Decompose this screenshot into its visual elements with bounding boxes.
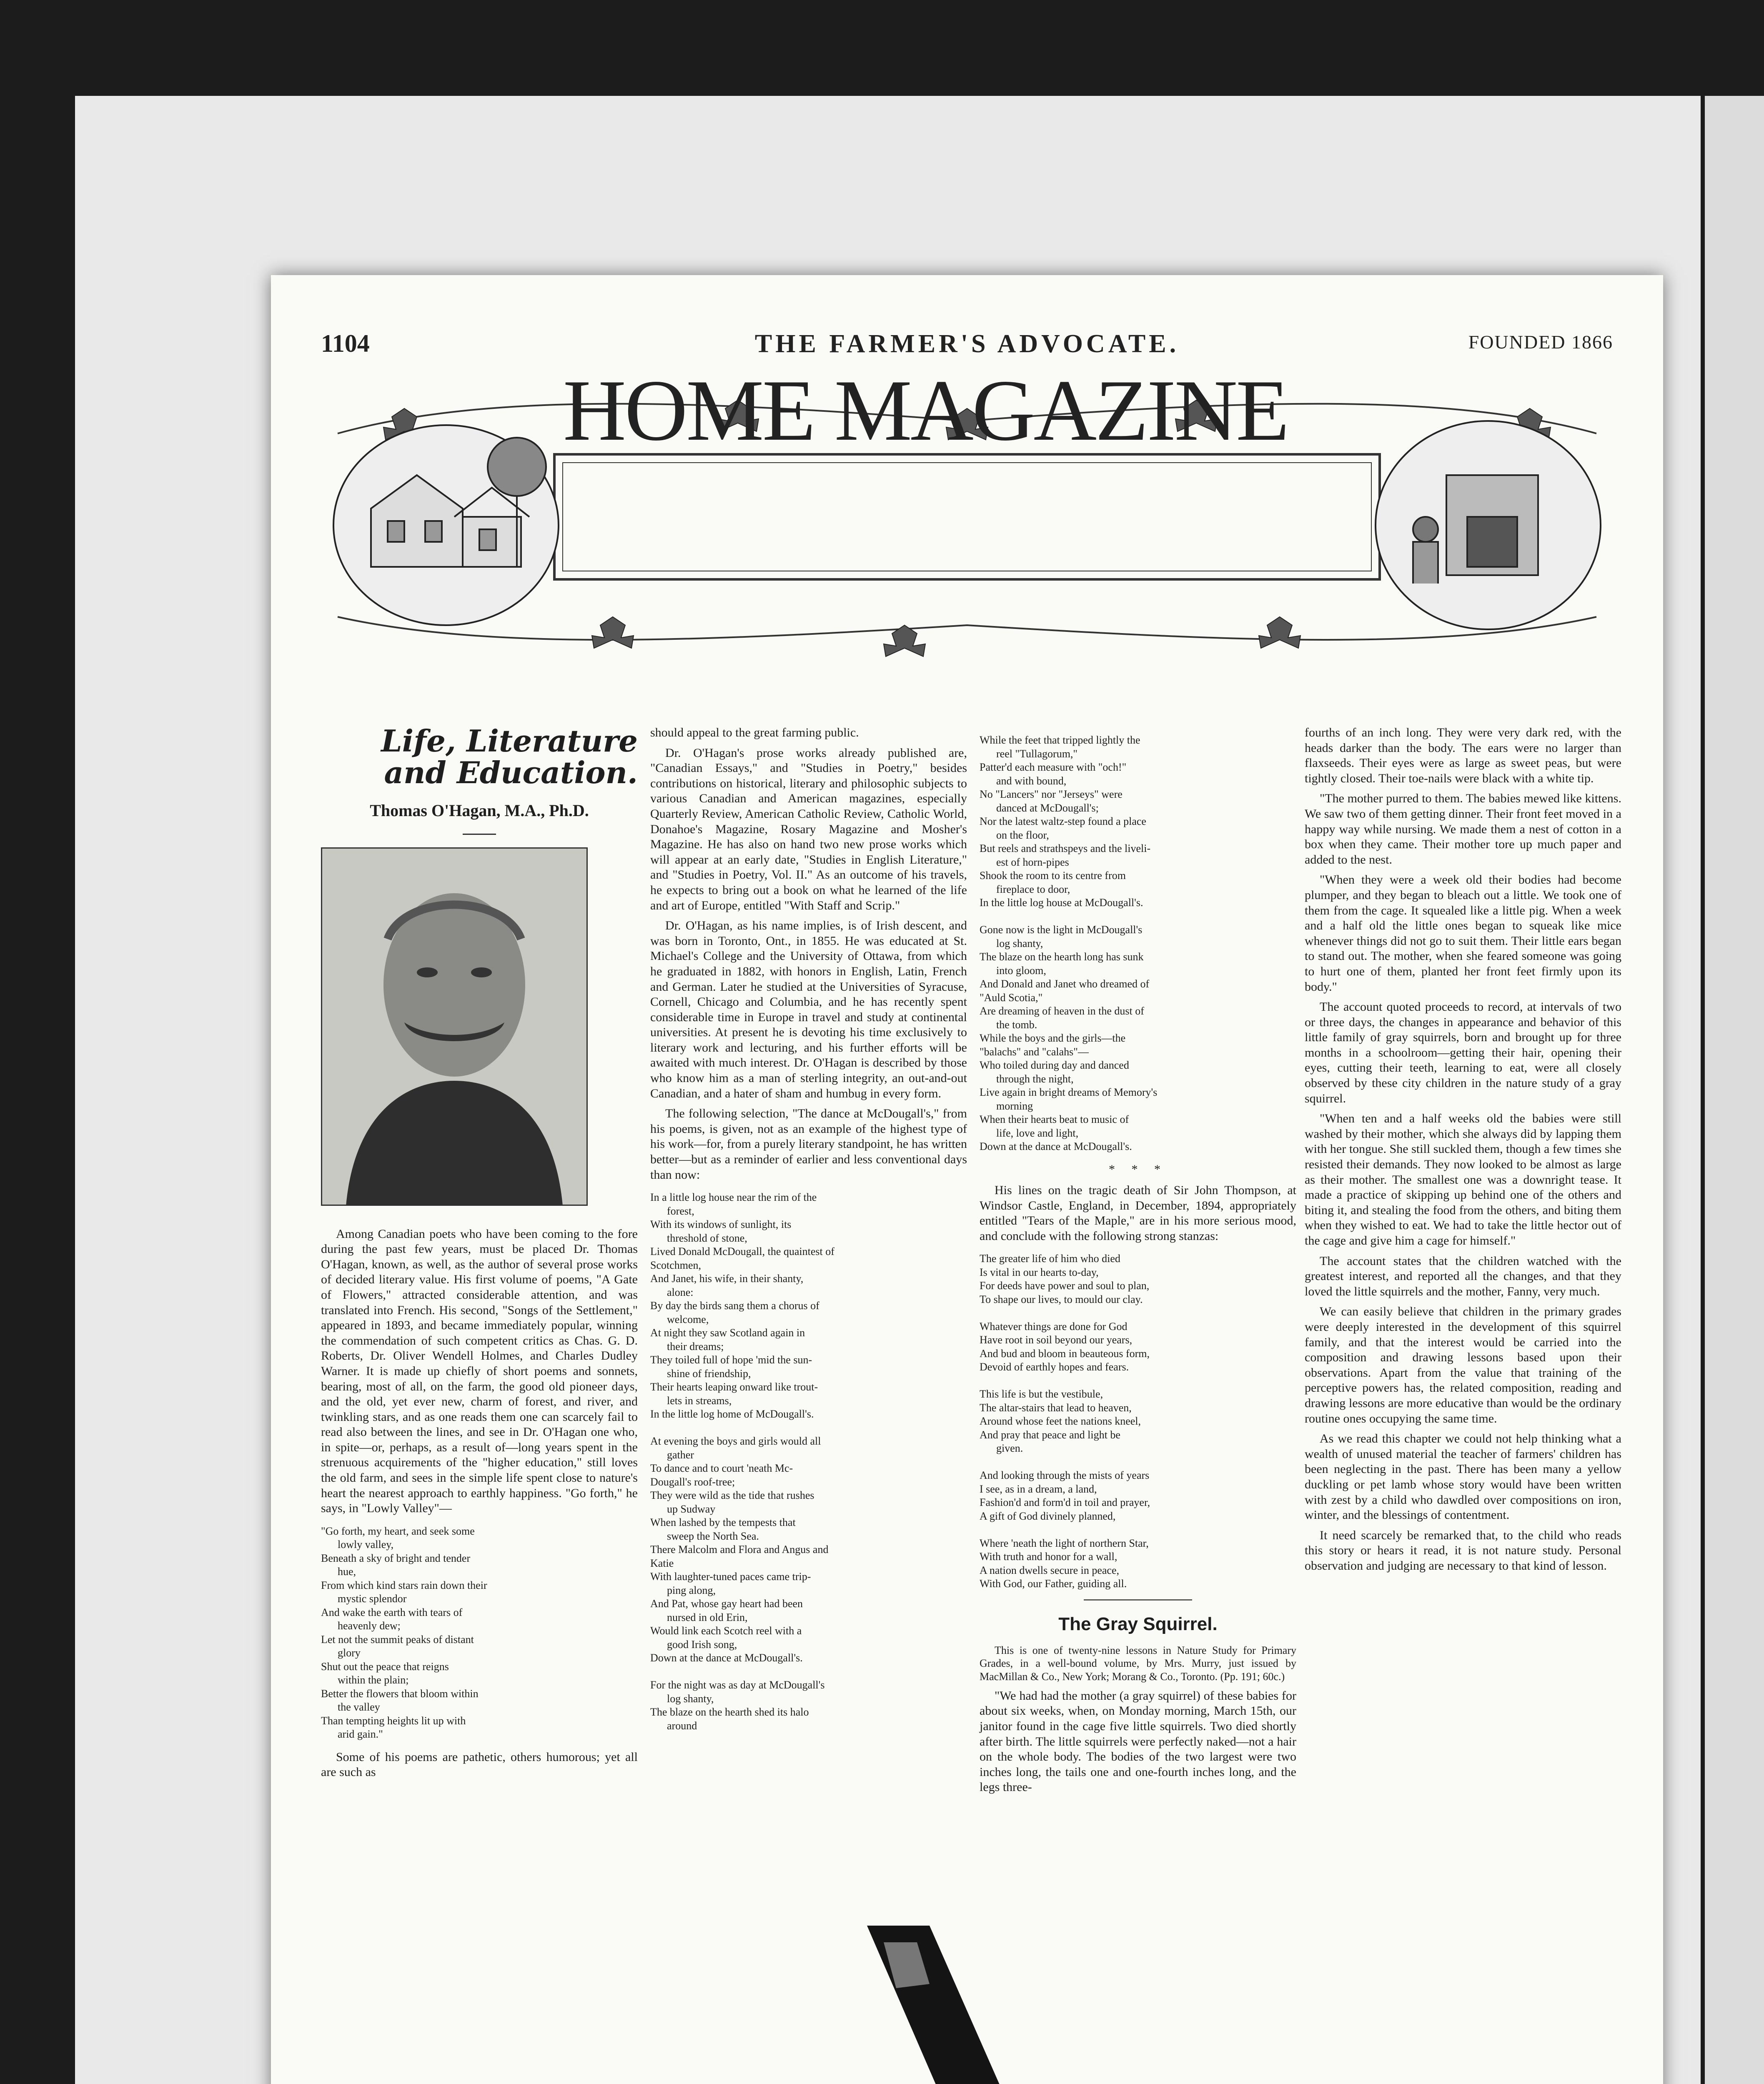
poem-line: Is vital in our hearts to-day, [980,1266,1099,1278]
poem-line: When their hearts beat to music of [980,1113,1129,1125]
poem-line: By day the birds sang them a chorus of [650,1300,819,1312]
paragraph: The account quoted proceeds to record, at intervals of two or three days, the changes in appearance and behavior of this little family of gray squirrels, born and brought up for three months in a schoolroom—getting their hair, opening their eyes, cutting their teeth, learning to eat, were all closely observed by these city children in the nature study of a gray squirrel. [1305,1000,1621,1105]
poem-line: No "Lancers" nor "Jerseys" were [980,788,1123,800]
poem-line: Who toiled during day and danced [980,1059,1129,1071]
short-rule [463,834,496,835]
poem-line: Let not the summit peaks of distant [321,1633,474,1646]
poem-line: A gift of God divinely planned, [980,1510,1116,1522]
poem-line [980,910,1296,924]
divider [1084,1599,1192,1601]
poem-line: good Irish song, [667,1638,737,1651]
poem-line: up Sudway [667,1503,716,1515]
poem-line: threshold of stone, [667,1232,747,1244]
paragraph: should appeal to the great farming public. [650,726,859,739]
poem-line: In a little log house near the rim of the [650,1191,817,1204]
poem-line: With its windows of sunlight, its [650,1218,792,1231]
poem-lowly-valley [321,1525,638,1741]
poem-line: The blaze on the hearth shed its halo [650,1706,809,1718]
poem-line: With God, our Father, guiding all. [980,1578,1127,1590]
poem-line: Where 'neath the light of northern Star, [980,1537,1149,1549]
paragraph: We can easily believe that children in the primary grades were deeply interested in the development of this squirrel family, and that the interest would be carried into the composition and drawing lessons based upon their observations. Apart from the value that training of the perceptive powers has, the related composition, reading and drawing lessons are more educative than would be the ordinary routine ones occupying the same time. [1305,1305,1621,1425]
banner-title: HOME MAGAZINE [563,362,1288,459]
poem-line: A nation dwells secure in peace, [980,1564,1119,1576]
poem-line: log shanty, [996,937,1043,949]
farmhouse-illustration [333,425,559,625]
poem-line: Katie [650,1557,674,1569]
poem-line: I see, as in a dream, a land, [980,1483,1097,1495]
poem-line [980,1523,1296,1537]
poem-line: Beneath a sky of bright and tender [321,1552,471,1564]
poem-line: At night they saw Scotland again in [650,1327,805,1339]
poem-line: Are dreaming of heaven in the dust of [980,1005,1144,1017]
poem-line: and with bound, [996,774,1067,787]
column-1 [321,725,638,1785]
poem-line: Gone now is the light in McDougall's [980,924,1143,936]
poem-line: their dreams; [667,1340,724,1353]
paragraph: Some of his poems are pathetic, others humorous; yet all are such as [321,1750,638,1779]
paragraph: Dr. O'Hagan's prose works already published are, "Canadian Essays," and "Studies in Poetry," besides contributions on historical, literary and philosophic subjects to various Canadian and American magazines, especially Quarterly Review, American Catholic Review, Catholic World, Donahoe's Magazine, Rosary Magazine and Mosher's Magazine. He has also on hand two new prose works which will appear at an early date, "Studies in English Literature," and "Studies in Poetry, Vol. II." As an outcome of his travels, he expects to bring out a book on what he learned of the life and art of Europe, entitled "With Staff and Scrip." [650,746,967,912]
paragraph: Dr. O'Hagan, as his name implies, is of Irish descent, and was born in Toronto, Ont., in 1855. He was educated at St. Michael's College and the University of Ottawa, from which he graduated in 1882, with honors in English, Latin, French and German. Later he studied at the Universities of Syracuse, Cornell, Chicago and Columbia, and he has recently spent considerable time in Europe in travel and study at continental universities. At present he is devoting his time exclusively to literary work and lecturing, and his further efforts will be awaited with much interest. Dr. O'Hagan is described by those who know him as a man of sterling integrity, an out-and-out Canadian, and a hater of sham and humbug in every form. [650,919,967,1100]
poem-line: For deeds have power and soul to plan, [980,1280,1150,1292]
poem-line: Live again in bright dreams of Memory's [980,1086,1158,1098]
poem-line: sweep the North Sea. [667,1530,759,1542]
paragraph: This is one of twenty-nine lessons in Nature Study for Primary Grades, in a well-bound volume, by Mrs. Murry, just issued by MacMillan & Co., New York; Morang & Co., Toronto. (Pp. 191; 60c.) [980,1644,1296,1683]
poem-line: life, love and light, [996,1127,1079,1139]
squirrel-heading: The Gray Squirrel. [1058,1613,1218,1634]
poem-line: Have root in soil beyond our years, [980,1334,1133,1346]
paragraph: "When they were a week old their bodies had become plumper, and they began to bleach out a little. We took one of them from the cage. It squealed like a little pig. When a week and a half old the little ones began to squeak like mice whenever things did not go to suit them. Their little ears began to stand out. The mother, when she feared someone was going to hurt one of them, planted her front feet firmly upon its body." [1305,873,1621,994]
poem-line: In the little log house at McDougall's. [980,897,1143,909]
poem-line: This life is but the vestibule, [980,1388,1103,1400]
portrait-photo [321,847,588,1206]
column-2 [650,725,967,1741]
poem-line: But reels and strathspeys and the liveli- [980,842,1151,854]
paragraph: "The mother purred to them. The babies mewed like kittens. We saw two of them getting dinner. Their front feet moved in a happy way while nursing. We made them a nest of cotton in a box when they came. Their mother tore up much paper and added to the nest. [1305,792,1621,867]
poem-line: lowly valley, [338,1538,394,1551]
poem-line: morning [996,1100,1033,1112]
poem-line: within the plain; [338,1674,409,1686]
paragraph: The account states that the children watched with the greatest interest, and reported all the changes, and that they loved the little squirrels and the mother, Fanny, very much. [1305,1254,1621,1298]
section-title-line-2: and Education. [384,754,638,790]
poem-line: around [667,1719,697,1732]
poem-line: the tomb. [996,1018,1037,1031]
paragraph: "When ten and a half weeks old the babies were still washed by their mother, which she always did by lapping them with her tongue. She still suckled them, though a few times she resisted their demands. They now looked to be almost as large as their mother. The smallest one was a downright tease. It made a practice of skipping up behind one of the others and biting it, and stealing the food from the others, and biting them when they wished to eat. We had to take the little hector out of the cage and give him a cage for himself." [1305,1112,1621,1247]
adjacent-page-edge [1705,96,1764,2084]
poem-line: "Go forth, my heart, and seek some [321,1525,475,1537]
poem-line: Better the flowers that bloom within [321,1687,479,1700]
poem-line: With truth and honor for a wall, [980,1550,1118,1563]
column-4 [1305,725,1621,1578]
poem-line: Devoid of earthly hopes and fears. [980,1361,1129,1373]
column-3 [980,725,1296,1800]
poem-line: Would link each Scotch reel with a [650,1625,802,1637]
poem-line: heavenly dew; [338,1620,401,1632]
poem-line: When lashed by the tempests that [650,1516,796,1529]
section-title [321,725,638,788]
paragraph: As we read this chapter we could not help thinking what a wealth of unused material the teacher of farmers' children has been neglecting in the past. There has been many a yellow duckling or pet lamb whose story would have been written with zest by a child who dawdled over compositions on iron, winter, and the blessings of contentment. [1305,1432,1621,1522]
poem-line: There Malcolm and Flora and Angus and [650,1543,829,1556]
poem-tears-of-the-maple [980,1252,1296,1591]
poem-line: In the little log home of McDougall's. [650,1408,814,1420]
poem-line: on the floor, [996,829,1049,841]
fireside-interior-illustration [1376,421,1601,629]
byline: Thomas O'Hagan, M.A., Ph.D. [370,801,589,820]
poem-line: Than tempting heights lit up with [321,1714,466,1727]
poem-line: And looking through the mists of years [980,1469,1150,1482]
paragraph: "We had had the mother (a gray squirrel) of these babies for about six weeks, when, on Monday morning, March 15th, our janitor found in the cage five little squirrels. Two died shortly after birth. The little squirrels were perfectly naked—not a hair on the whole body. The bodies of the two largest were two inches long, the tails one and one-fourth inches long, and the legs three- [980,1688,1296,1794]
poem-line: And Pat, whose gay heart had been [650,1598,803,1610]
poem-line: lets in streams, [667,1394,732,1407]
poem-line: And pray that peace and light be [980,1428,1120,1441]
paragraph: fourths of an inch long. They were very dark red, with the heads darker than the body. The ears were no larger than flaxseeds. Their eyes were as large as sweet peas, but were tightly closed. Their toe-nails were black with a white tip. [1305,726,1621,785]
poem-line: Whatever things are done for God [980,1320,1128,1333]
poem-line: given. [996,1442,1023,1455]
page-number: 1104 [321,330,370,357]
poem-line: through the night, [996,1072,1074,1085]
poem-line: "Auld Scotia," [980,991,1043,1004]
poem-line: alone: [667,1286,694,1298]
poem-line: log shanty, [667,1692,714,1705]
section-title-line-1: Life, Literature [381,723,638,759]
poem-line: the valley [338,1701,380,1713]
poem-line: hue, [338,1566,356,1578]
poem-line: arid gain." [338,1728,383,1741]
poem-line: Down at the dance at McDougall's. [980,1140,1132,1152]
poem-line: Down at the dance at McDougall's. [650,1652,803,1664]
poem-line: From which kind stars rain down their [321,1579,487,1591]
poem-line: They toiled full of hope 'mid the sun- [650,1354,812,1366]
poem-line: And bud and bloom in beauteous form, [980,1347,1150,1360]
poem-line [650,1421,967,1435]
paragraph: It need scarcely be remarked that, to the child who reads this story or hears it read, it is not nature study. Personal observation and judging are necessary to that kind of lesson. [1305,1528,1621,1573]
poem-line [650,1665,967,1679]
poem-line: To dance and to court 'neath Mc- [650,1462,793,1475]
poem-line: Dougall's roof-tree; [650,1475,735,1488]
poem-line: For the night was as day at McDougall's [650,1679,825,1691]
poem-line: Nor the latest waltz-step found a place [980,815,1146,827]
poem-line: Around whose feet the nations kneel, [980,1415,1141,1428]
poem-line: forest, [667,1205,694,1217]
poem-line: fireplace to door, [996,883,1070,895]
poem-line: welcome, [667,1313,709,1325]
poem-line: And Janet, his wife, in their shanty, [650,1272,804,1285]
poem-dance-continued [980,734,1296,1154]
poem-line: Patter'd each measure with "och!" [980,761,1127,773]
poem-line: mystic splendor [338,1593,407,1605]
paragraph: The following selection, "The dance at McDougall's," from his poems, is given, not as an example of the highest type of his work—for, from a purely literary standpoint, he has written better—but as a reminder of earlier and less conventional days than now: [650,1107,967,1182]
poem-line: ping along, [667,1584,716,1596]
poem-line: While the feet that tripped lightly the [980,734,1140,746]
poem-line: danced at McDougall's; [996,802,1099,814]
poem-line: The altar-stairs that lead to heaven, [980,1401,1132,1414]
poem-line: reel "Tullagorum," [996,747,1078,760]
poem-line: With laughter-tuned paces came trip- [650,1571,811,1583]
poem-line [980,1306,1296,1320]
founded-note: FOUNDED 1866 [1468,331,1613,353]
poem-line: And Donald and Janet who dreamed of [980,978,1150,990]
poem-line: While the boys and the girls—the [980,1032,1126,1044]
paragraph: Among Canadian poets who have been coming to the fore during the past few years, must be placed Dr. Thomas O'Hagan, known, as well, as the author of several prose works of decided literary value. His first volume of poems, "A Gate of Flowers," attracted considerable attention, and was translated into French. His second, "Songs of the Settlement," appeared in 1893, and became immediately popular, winning the commendation of such competent critics as Chas. G. D. Roberts, Dr. Oliver Wendell Holmes, and Charles Dudley Warner. It is made up chiefly of short poems and sonnets, bearing, most of all, on the farm, the good old pioneer days, and the old, yet ever new, charm of forest, and river, and twinkling stars, and as one reads them one can scarcely fail to read also between the lines, and see in Dr. O'Hagan one who, in spite—or, perhaps, as a result of—long years spent in the strenuous acquirements of the "higher education," still loves the old farm, and sees in the simple life spent close to nature's heart the nearest approach to earthly happiness. "Go forth," he says, in "Lowly Valley"— [321,1227,638,1515]
poem-line: est of horn-pipes [996,856,1069,868]
poem-line: And wake the earth with tears of [321,1606,463,1618]
poem-line: Shook the room to its centre from [980,869,1126,882]
poem-line: "balachs" and "calahs"— [980,1045,1089,1058]
poem-line: nursed in old Erin, [667,1611,748,1623]
poem-line: The blaze on the hearth long has sunk [980,951,1144,963]
newspaper-page [271,275,1663,2084]
paragraph: His lines on the tragic death of Sir John Thompson, at Windsor Castle, England, in December, 1894, appropriately entitled "Tears of the Maple," are in his more serious mood, and conclude with the following strong stanzas: [980,1183,1296,1243]
poem-line: Lived Donald McDougall, the quaintest of [650,1245,834,1258]
poem-line: Shut out the peace that reigns [321,1660,449,1673]
poem-line: The greater life of him who died [980,1252,1120,1265]
section-divider-stars: * * * [1109,1162,1167,1176]
poem-line: To shape our lives, to mould our clay. [980,1293,1143,1305]
pen-object [792,1926,1167,2084]
poem-line: They were wild as the tide that rushes [650,1489,814,1502]
poem-line: Scotchmen, [650,1259,702,1271]
poem-line: At evening the boys and girls would all [650,1435,821,1448]
poem-line: Their hearts leaping onward like trout- [650,1381,818,1393]
poem-dance-at-mcdougalls [650,1191,967,1733]
poem-line: gather [667,1448,694,1461]
poem-line: glory [338,1647,361,1659]
poem-line [980,1374,1296,1388]
paper-title: THE FARMER'S ADVOCATE. [754,330,1180,358]
poem-line [980,1455,1296,1469]
poem-line: into gloom, [996,964,1046,977]
poem-line: shine of friendship, [667,1367,751,1380]
poem-line: Fashion'd and form'd in toil and prayer, [980,1496,1150,1509]
